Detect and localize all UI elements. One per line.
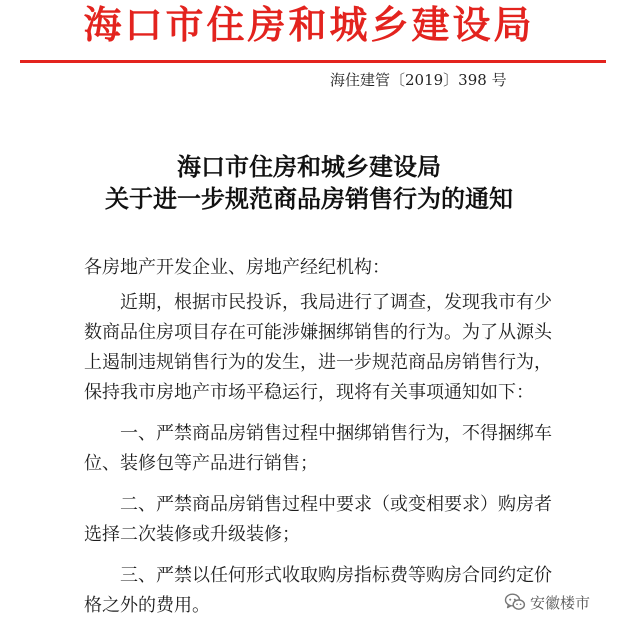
body-line: 二、严禁商品房销售过程中要求（或变相要求）购房者 xyxy=(120,494,552,515)
red-divider-line xyxy=(20,60,606,63)
addressee: 各房地产开发企业、房地产经纪机构： xyxy=(84,257,390,278)
watermark xyxy=(500,589,596,615)
body-line: 位、装修包等产品进行销售； xyxy=(84,453,318,474)
body-line: 选择二次装修或升级装修； xyxy=(84,524,300,545)
body-line: 格之外的费用。 xyxy=(84,595,210,616)
document-number: 海住建管〔2019〕398 号 xyxy=(330,71,507,89)
body-line: 数商品住房项目存在可能涉嫌捆绑销售的行为。为了从源头 xyxy=(84,322,552,343)
notice-title-line-2: 关于进一步规范商品房销售行为的通知 xyxy=(105,185,513,213)
wechat-icon xyxy=(504,591,526,613)
body-line: 上遏制违规销售行为的发生，进一步规范商品房销售行为， xyxy=(84,352,552,373)
issuer-header: 海口市住房和城乡建设局 xyxy=(83,2,535,47)
body-line: 近期，根据市民投诉，我局进行了调查，发现我市有少 xyxy=(120,292,552,313)
watermark-text: 安徽楼市 xyxy=(530,593,591,612)
body-line: 一、严禁商品房销售过程中捆绑销售行为，不得捆绑车 xyxy=(120,423,552,444)
body-line: 保持我市房地产市场平稳运行，现将有关事项通知如下： xyxy=(84,382,534,403)
body-line: 三、严禁以任何形式收取购房指标费等购房合同约定价 xyxy=(120,565,552,586)
notice-title-line-1: 海口市住房和城乡建设局 xyxy=(177,153,441,181)
